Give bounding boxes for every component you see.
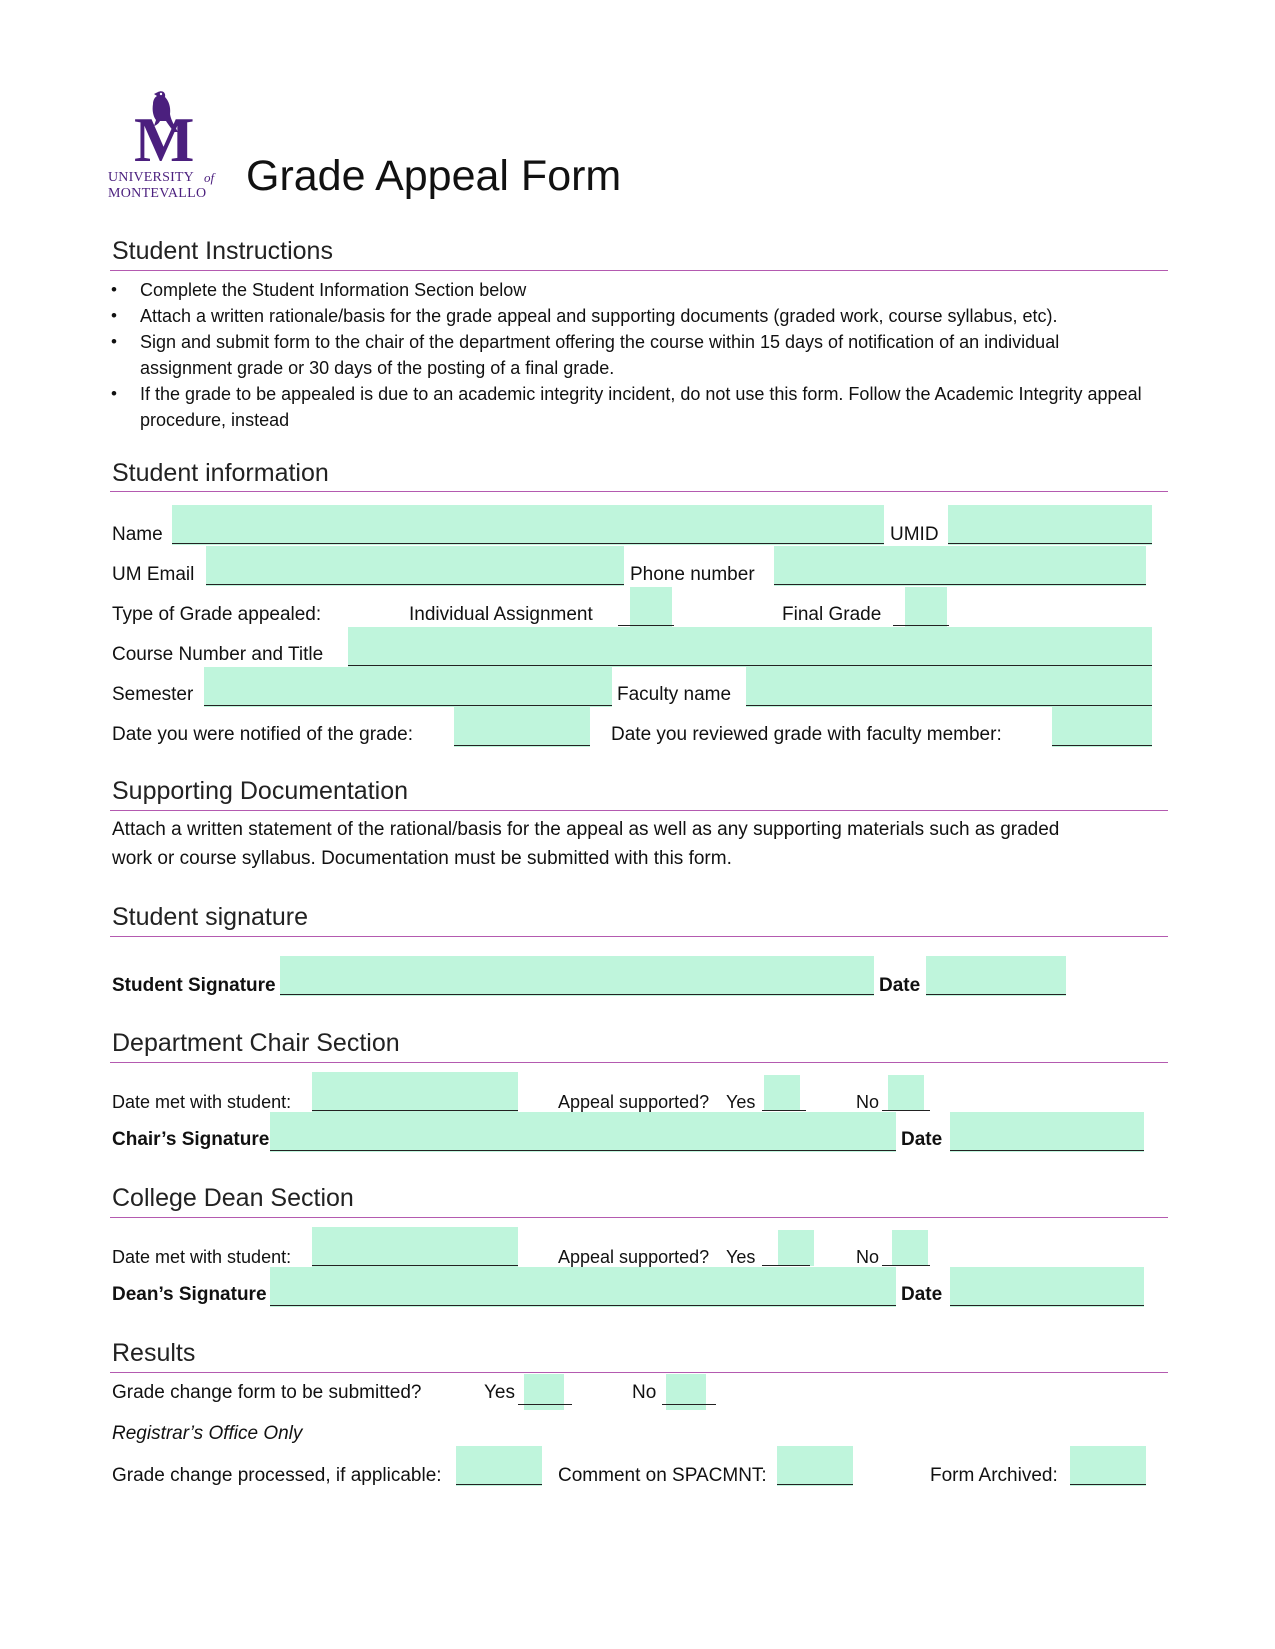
university-logo [108,88,228,206]
notified-date-label: Date you were notified of the grade: [112,724,414,745]
dean-met-date-field[interactable] [312,1227,518,1267]
supporting-text-line-1: Attach a written statement of the rational/basis for the appeal as well as any supporting materials such as graded [112,819,1060,840]
student-signature-rule [110,936,1168,937]
chair-signature-field[interactable] [270,1112,896,1152]
chair-no-underline [882,1110,930,1111]
faculty-label: Faculty name [617,684,732,705]
final-grade-field[interactable] [905,587,947,627]
chair-met-label: Date met with student: [112,1092,292,1112]
dean-rule [110,1217,1168,1218]
dean-yes-label: Yes [726,1247,756,1267]
final-grade-underline [893,625,949,626]
dean-date-field[interactable] [950,1267,1144,1307]
logo-of: of [204,170,215,185]
email-field[interactable] [206,546,624,586]
reviewed-date-label: Date you reviewed grade with faculty member: [611,724,1002,745]
grade-processed-label: Grade change processed, if applicable: [112,1465,442,1486]
spacmnt-underline [777,1484,853,1485]
results-no-label: No [632,1382,657,1403]
registrar-label: Registrar’s Office Only [112,1423,303,1444]
instruction-item: If the grade to be appealed is due to an academic integrity incident, do not use this form. Follow the Academic Integrity appeal procedure, instead [140,384,1142,430]
dean-no-field[interactable] [892,1230,928,1266]
results-rule [110,1372,1168,1373]
instruction-item: Attach a written rationale/basis for the grade appeal and supporting documents (graded work, course syllabus, etc). [140,306,1058,326]
reviewed-date-underline [1052,745,1152,746]
reviewed-date-field[interactable] [1052,707,1152,747]
dean-signature-label: Dean’s Signature [112,1284,267,1305]
logo-line-1: UNIVERSITY [108,170,194,185]
individual-underline [618,625,674,626]
student-date-underline [926,994,1066,995]
dean-signature-field[interactable] [270,1267,896,1307]
faculty-field[interactable] [746,667,1152,707]
email-underline [206,584,624,585]
dean-met-label: Date met with student: [112,1247,292,1267]
email-label: UM Email [112,564,195,585]
supporting-rule [110,810,1168,811]
supporting-text-line-2: work or course syllabus. Documentation must be submitted with this form. [112,848,732,869]
umid-label: UMID [890,524,939,545]
phone-label: Phone number [630,564,755,585]
logo-line-2: MONTEVALLO [108,186,207,201]
instruction-item: Sign and submit form to the chair of the department offering the course within 15 days of notification of an individual assignment grade or 30 days of the posting of a final grade. [140,332,1060,378]
chair-yes-underline [762,1110,806,1111]
semester-underline [204,705,612,706]
chair-date-label: Date [901,1129,943,1150]
semester-label: Semester [112,684,194,705]
name-field[interactable] [172,505,884,545]
course-underline [348,665,1152,666]
individual-assignment-label: Individual Assignment [409,604,593,625]
notified-date-field[interactable] [454,707,590,747]
grade-processed-underline [456,1484,542,1485]
instructions-rule [110,270,1168,271]
spacmnt-field[interactable] [777,1446,853,1486]
chair-yes-field[interactable] [764,1075,800,1111]
chair-rule [110,1062,1168,1063]
dean-heading: College Dean Section [112,1184,354,1212]
instruction-item: Complete the Student Information Section below [140,280,527,300]
chair-supported-label: Appeal supported? [558,1092,710,1112]
archived-label: Form Archived: [930,1465,1058,1486]
course-field[interactable] [348,627,1152,667]
dean-no-underline [882,1265,930,1266]
dean-supported-label: Appeal supported? [558,1247,710,1267]
chair-date-underline [950,1150,1144,1151]
logo-letter-m: M [134,104,195,175]
course-label: Course Number and Title [112,644,324,665]
faculty-underline [746,705,1152,706]
student-signature-label: Student Signature [112,975,276,996]
results-yes-underline [518,1404,572,1405]
spacmnt-label: Comment on SPACMNT: [558,1465,767,1486]
supporting-heading: Supporting Documentation [112,777,409,805]
student-date-field[interactable] [926,956,1066,996]
student-info-heading: Student information [112,459,329,487]
chair-date-field[interactable] [950,1112,1144,1152]
dean-signature-underline [270,1305,896,1306]
chair-yes-label: Yes [726,1092,756,1112]
instructions-heading: Student Instructions [112,237,333,265]
bullet-icon: • [111,280,117,299]
umid-underline [948,543,1152,544]
student-signature-field[interactable] [280,956,874,996]
grade-type-label: Type of Grade appealed: [112,604,322,625]
chair-no-field[interactable] [888,1075,924,1111]
umid-field[interactable] [948,505,1152,545]
name-underline [172,543,884,544]
student-signature-underline [280,994,874,995]
bullet-icon: • [111,384,117,403]
dean-no-label: No [856,1247,880,1267]
chair-met-underline [312,1110,518,1111]
results-heading: Results [112,1339,196,1367]
logo-wordmark [108,170,228,206]
student-date-label: Date [879,975,921,996]
grade-change-label: Grade change form to be submitted? [112,1382,422,1403]
results-yes-label: Yes [484,1382,515,1403]
final-grade-label: Final Grade [782,604,882,625]
chair-met-date-field[interactable] [312,1072,518,1112]
archived-underline [1070,1484,1146,1485]
semester-field[interactable] [204,667,612,707]
chair-signature-label: Chair’s Signature [112,1129,270,1150]
page-title: Grade Appeal Form [246,152,622,200]
student-signature-heading: Student signature [112,903,308,931]
dean-date-underline [950,1305,1144,1306]
chair-heading: Department Chair Section [112,1029,400,1057]
dean-yes-field[interactable] [778,1230,814,1266]
individual-assignment-field[interactable] [630,587,672,627]
phone-field[interactable] [774,546,1146,586]
bullet-icon: • [111,332,117,351]
bullet-icon: • [111,306,117,325]
results-no-underline [662,1404,716,1405]
notified-date-underline [454,745,590,746]
dean-met-underline [312,1265,518,1266]
phone-underline [774,584,1146,585]
archived-field[interactable] [1070,1446,1146,1486]
dean-date-label: Date [901,1284,943,1305]
grade-processed-field[interactable] [456,1446,542,1486]
chair-no-label: No [856,1092,880,1112]
student-info-rule [110,491,1168,492]
chair-signature-underline [270,1150,896,1151]
dean-yes-underline [762,1265,810,1266]
name-label: Name [112,524,163,545]
